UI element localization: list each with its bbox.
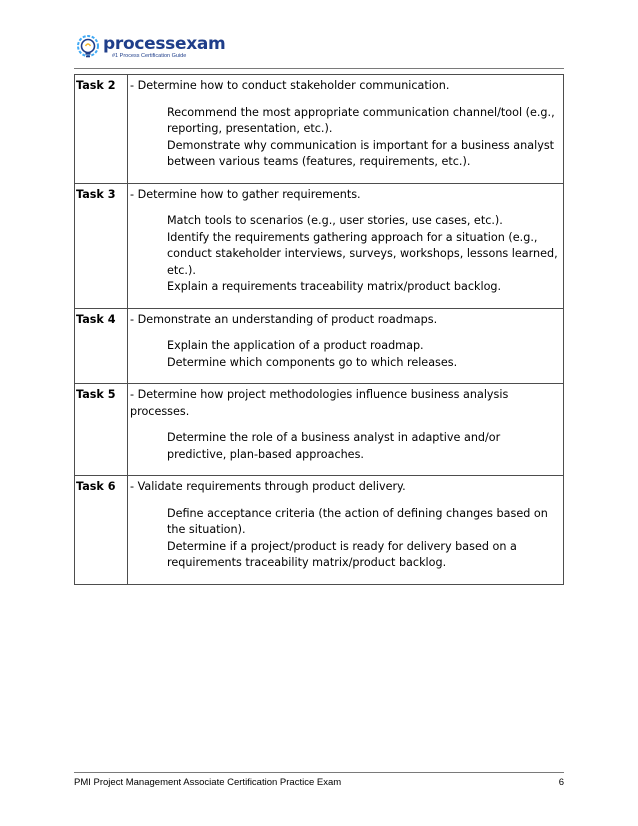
task-label: Task 4: [75, 308, 128, 384]
logo-word-part2: exam: [174, 34, 226, 54]
task-sub-item: Determine if a project/product is ready for delivery based on a requirements traceability matrix/product backlog.: [167, 539, 517, 569]
task-sub-item: Explain the application of a product roadmap.: [167, 339, 424, 352]
task-sub-item: Define acceptance criteria (the action of defining changes based on the situation).: [167, 506, 548, 536]
task-description: [128, 183, 564, 308]
task-sub-item: Identify the requirements gathering approach for a situation (e.g., conduct stakeholder interviews, surveys, workshops, lessons learned, etc.).: [167, 230, 558, 277]
task-label: Task 3: [75, 183, 128, 308]
processexam-logo: [74, 34, 274, 64]
task-sub-item: Demonstrate why communication is important for a business analyst between various teams (features, requirements, etc.).: [167, 138, 555, 168]
task-sub-item: Determine which components go to which releases.: [167, 355, 458, 369]
task-main-objective: - Determine how project methodologies influence business analysis processes.: [130, 388, 509, 418]
task-row: [75, 183, 564, 308]
task-main-objective: - Demonstrate an understanding of product roadmaps.: [130, 312, 438, 326]
task-description: [128, 384, 564, 476]
task-label: Task 6: [75, 476, 128, 585]
task-sub-item: Recommend the most appropriate communication channel/tool (e.g., reporting, presentation, etc.).: [167, 105, 555, 135]
task-row: [75, 308, 564, 384]
header-divider: [74, 68, 564, 69]
footer-divider: [74, 772, 564, 773]
task-table: [74, 74, 564, 585]
task-row: [75, 75, 564, 184]
task-main-objective: - Determine how to conduct stakeholder communication.: [130, 79, 450, 92]
task-label: Task 2: [75, 75, 128, 184]
task-table-body: [75, 75, 564, 585]
task-sub-item: Determine the role of a business analyst in adaptive and/or predictive, plan-based approaches.: [167, 431, 501, 461]
logo-wordmark: [103, 34, 225, 54]
lightbulb-gear-icon: [74, 34, 102, 62]
footer-title: PMI Project Management Associate Certification Practice Exam: [74, 777, 342, 788]
logo-tagline: #1 Process Certification Guide: [112, 53, 187, 59]
logo-word-part1: process: [103, 34, 175, 54]
task-row: [75, 476, 564, 585]
task-main-objective: - Validate requirements through product delivery.: [130, 480, 406, 493]
page-number: 6: [558, 777, 564, 788]
task-description: [128, 476, 564, 585]
task-row: [75, 384, 564, 476]
task-description: [128, 308, 564, 384]
task-sub-item: Match tools to scenarios (e.g., user stories, use cases, etc.).: [167, 214, 503, 227]
task-description: [128, 75, 564, 184]
task-main-objective: - Determine how to gather requirements.: [130, 187, 361, 201]
task-label: Task 5: [75, 384, 128, 476]
task-sub-item: Explain a requirements traceability matrix/product backlog.: [167, 280, 502, 293]
